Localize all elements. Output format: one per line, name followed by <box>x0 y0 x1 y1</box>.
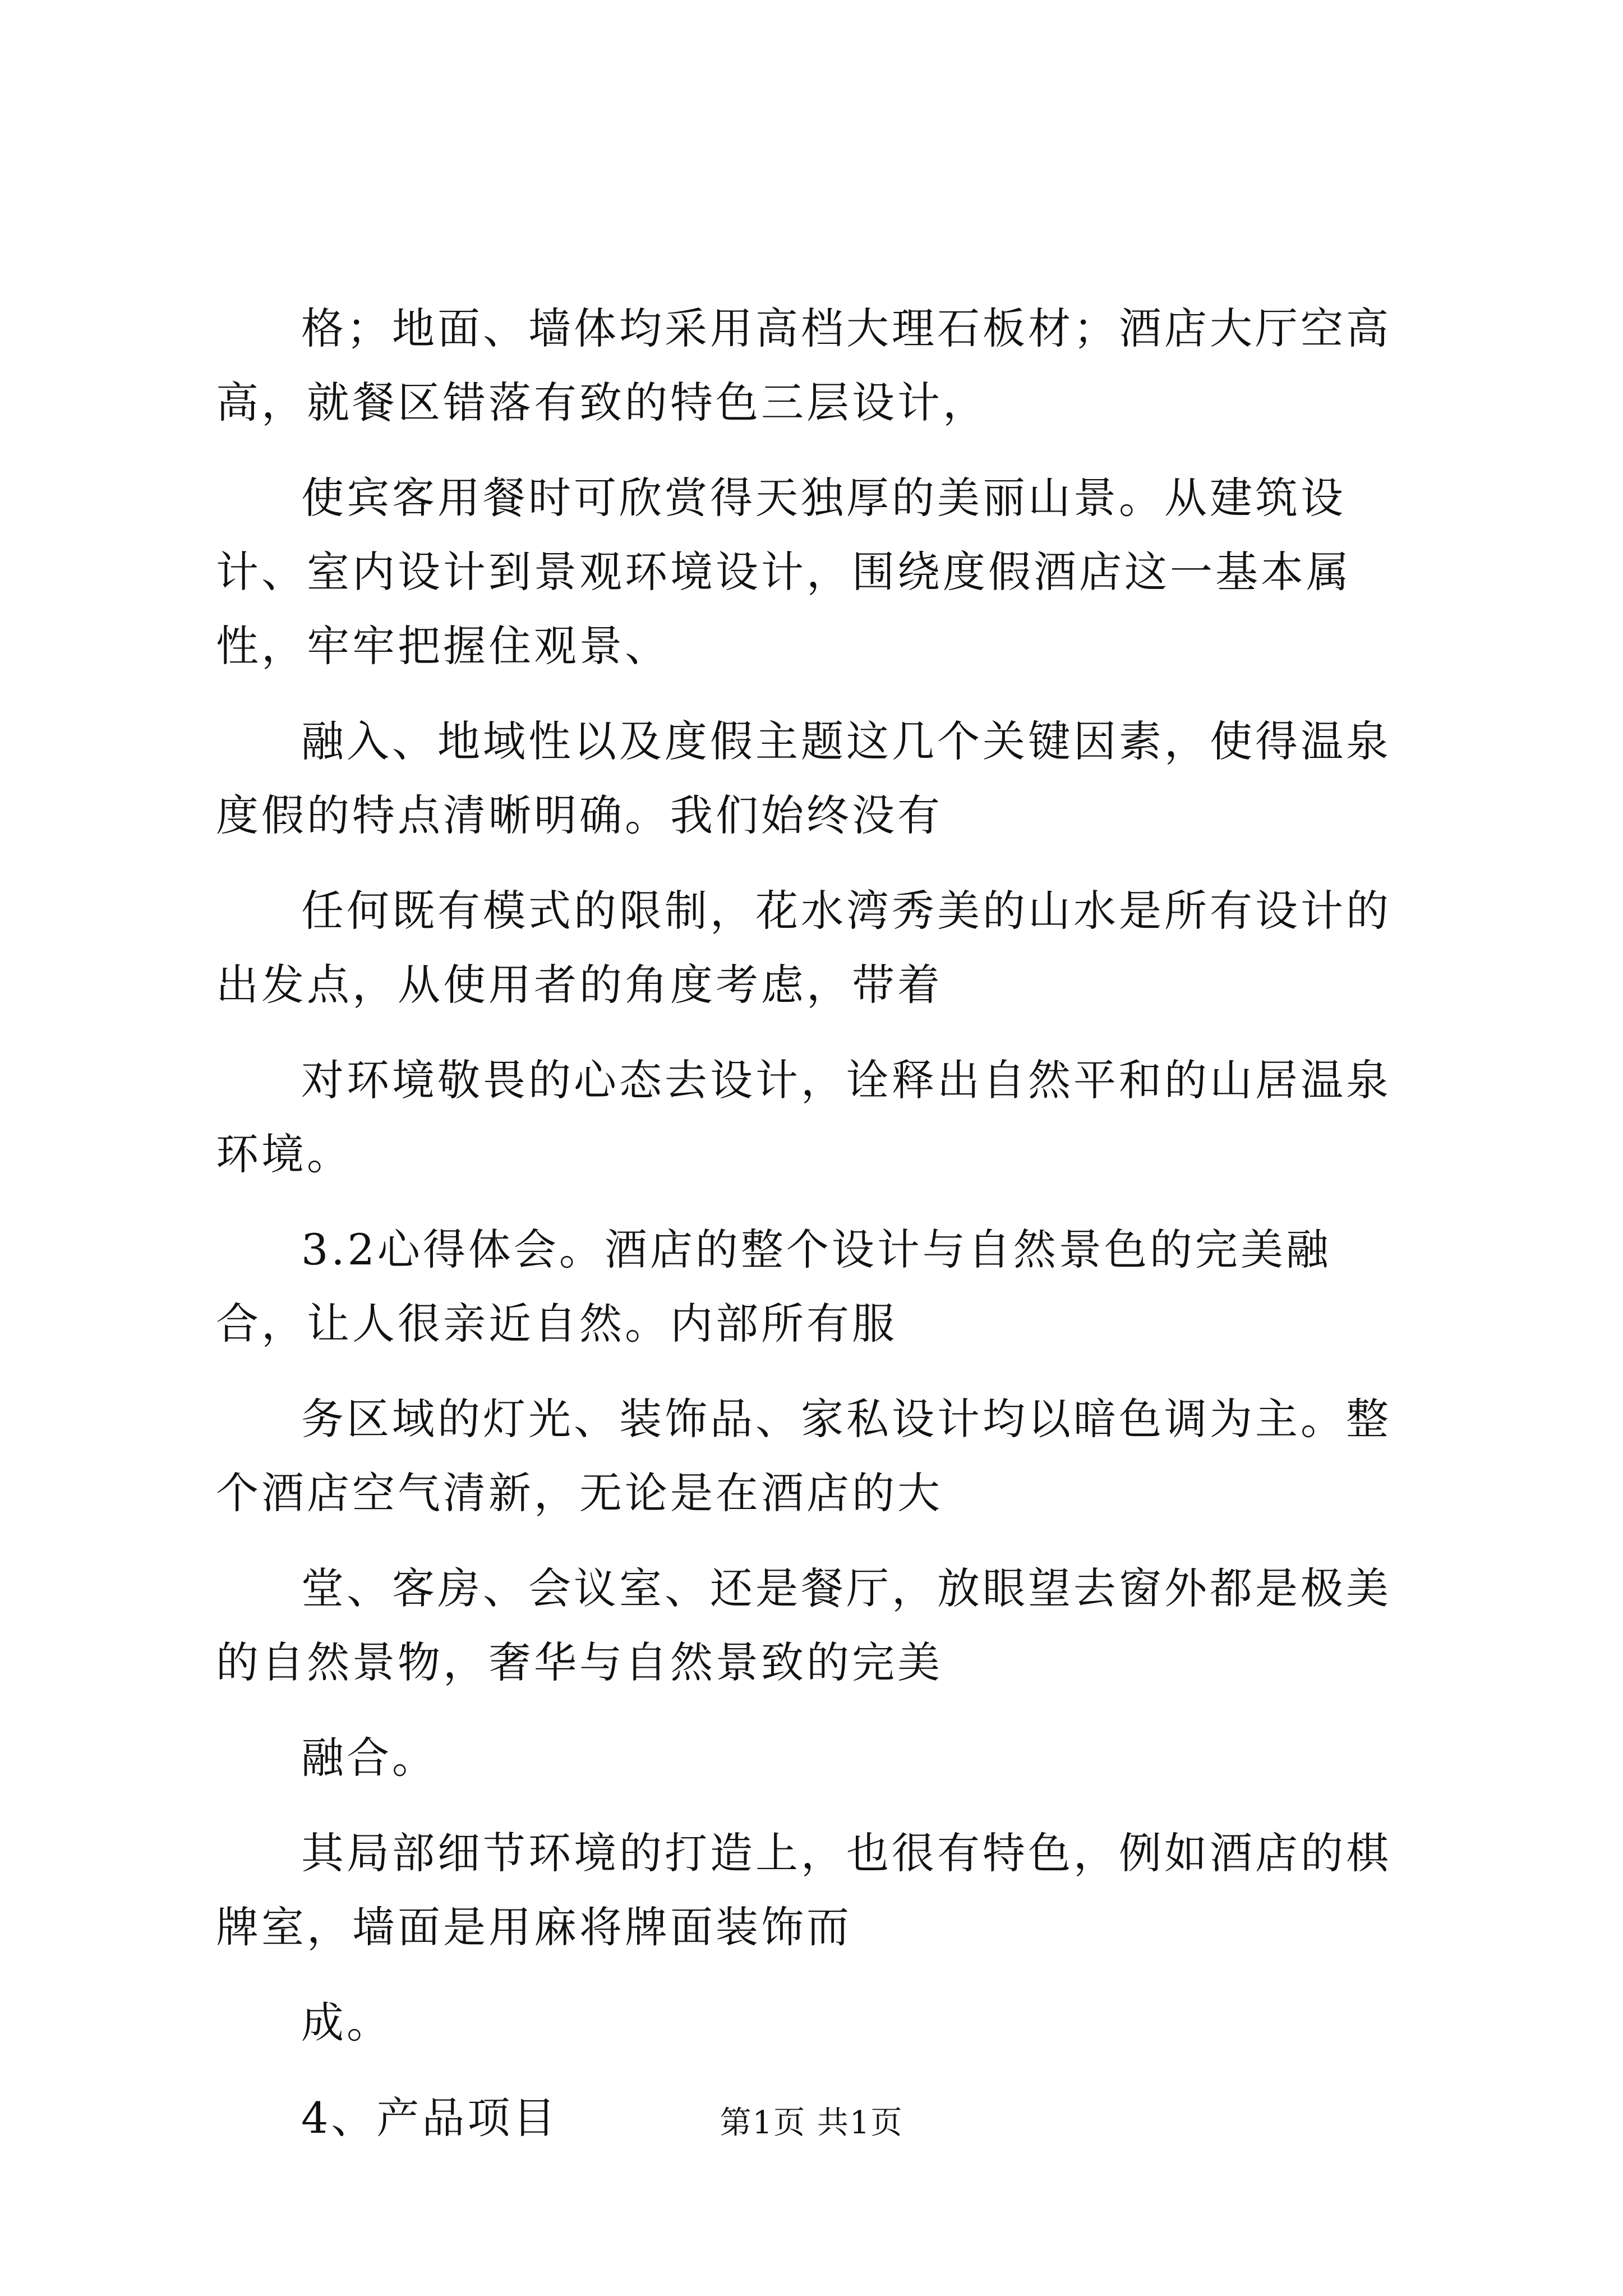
paragraph: 堂、客房、会议室、还是餐厅，放眼望去窗外都是极美的自然景物，奢华与自然景致的完美 <box>216 1563 1391 1687</box>
document-body <box>216 292 1422 2177</box>
paragraph: 格；地面、墙体均采用高档大理石板材；酒店大厅空高高，就餐区错落有致的特色三层设计， <box>216 303 1391 427</box>
paragraph: 成。 <box>301 1998 392 2047</box>
paragraph: 其局部细节环境的打造上，也很有特色，例如酒店的棋牌室，墙面是用麻将牌面装饰而 <box>216 1828 1391 1952</box>
section-heading: 4、产品项目 <box>301 2093 559 2143</box>
paragraph: 融入、地域性以及度假主题这几个关键因素，使得温泉度假的特点清晰明确。我们始终没有 <box>216 716 1391 840</box>
page-footer <box>0 2104 1623 2143</box>
paragraph: 对环境敬畏的心态去设计，诠释出自然平和的山居温泉环境。 <box>216 1055 1391 1179</box>
paragraph: 融合。 <box>301 1733 437 1783</box>
paragraph: 使宾客用餐时可欣赏得天独厚的美丽山景。从建筑设计、室内设计到景观环境设计，围绕度假酒店这一基本属性，牢牢把握住观景、 <box>216 473 1352 671</box>
paragraph: 3.2心得体会。酒店的整个设计与自然景色的完美融合，让人很亲近自然。内部所有服 <box>216 1225 1331 1349</box>
paragraph: 任何既有模式的限制，花水湾秀美的山水是所有设计的出发点，从使用者的角度考虑，带着 <box>216 886 1391 1010</box>
page-number-label: 第1页 共1页 <box>720 2105 903 2141</box>
paragraph: 务区域的灯光、装饰品、家私设计均以暗色调为主。整个酒店空气清新，无论是在酒店的大 <box>216 1394 1391 1518</box>
